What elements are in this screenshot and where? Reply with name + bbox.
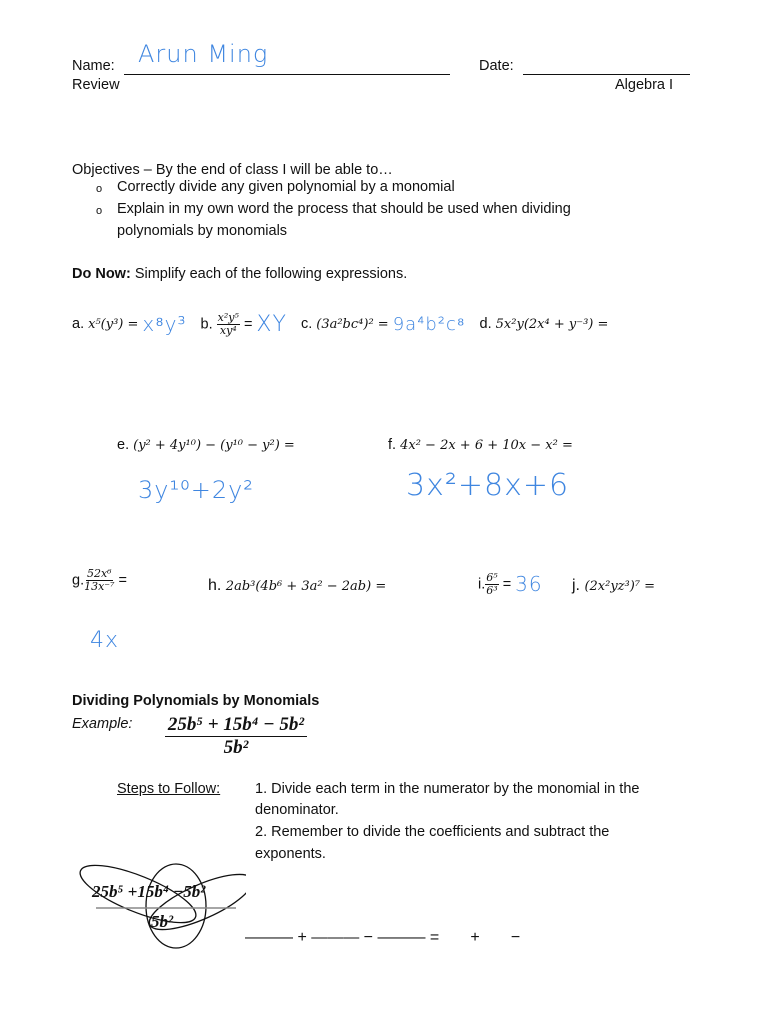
problem-f: f. 4x² − 2x + 6 + 10x − x² =	[388, 437, 573, 453]
bullet-icon: o	[96, 205, 103, 217]
course-label: Algebra I	[615, 77, 674, 93]
step-2-cont: exponents.	[255, 846, 326, 862]
steps-label: Steps to Follow:	[117, 781, 221, 797]
objective-1: Correctly divide any given polynomial by a monomial	[117, 179, 455, 195]
step-1: 1. Divide each term in the numerator by the monomial in the	[255, 781, 640, 797]
answer-a: x⁸y³	[142, 311, 187, 336]
problem-g: g. $\frac{\text{52x⁶}}{\text{13x⁻⁷}}$ =	[72, 567, 128, 593]
review-label: Review	[72, 77, 120, 93]
problem-j: j. (2x²yz³)⁷ =	[572, 577, 656, 594]
problem-e: e. (y² + 4y¹⁰) − (y¹⁰ − y²) =	[117, 437, 295, 453]
example-fraction: 25b⁵ + 15b⁴ − 5b² 5b²	[165, 714, 307, 759]
problem-a-group	[72, 312, 187, 337]
problem-row-1	[72, 306, 608, 342]
division-diagram	[76, 862, 246, 954]
problem-d: d. 5x²y(2x⁴ + y⁻³) =	[479, 316, 609, 332]
name-label: Name:	[72, 58, 115, 74]
problem-b-group	[201, 312, 287, 337]
problem-b: b. $\frac{\text{x²y⁵}}{\text{xy⁴}}$ =	[200, 310, 253, 337]
answer-e: 3y¹⁰+2y²	[138, 476, 254, 504]
answer-c: 9a⁴b²c⁸	[392, 313, 466, 335]
objective-2-cont: polynomials by monomials	[117, 223, 288, 239]
answer-i: 36	[515, 572, 543, 596]
problem-c-group	[301, 314, 466, 335]
problem-i-group	[478, 566, 543, 602]
do-now-label: Do Now:	[72, 266, 131, 282]
objectives-intro: Objectives – By the end of class I will be able to…	[72, 162, 393, 178]
date-label: Date:	[479, 58, 514, 74]
step-2: 2. Remember to divide the coefficients and subtract the	[255, 824, 610, 840]
answer-g: 4x	[90, 628, 120, 653]
diagram-numerator: 25b⁵ +15b⁴ −5b²	[92, 882, 206, 901]
do-now-text: Simplify each of the following expressions.	[130, 266, 408, 282]
name-line	[124, 74, 450, 75]
problem-c: c. (3a²bc⁴)² =	[300, 316, 389, 332]
example-label: Example:	[72, 716, 133, 732]
bullet-icon: o	[96, 183, 103, 195]
objective-2: Explain in my own word the process that should be used when dividing	[117, 201, 571, 217]
problem-i: i. $\frac{\text{6⁵}}{\text{6³}}$ =	[478, 570, 512, 597]
date-line[interactable]	[523, 74, 690, 75]
problem-h: h. 2ab³(4b⁶ + 3a² − 2ab) =	[208, 577, 387, 594]
answer-f: 3x²+8x+6	[406, 468, 570, 503]
problem-a: a. x⁵(y³) =	[72, 316, 139, 332]
step-1-cont: denominator.	[255, 802, 339, 818]
ellipses-icon	[76, 862, 246, 954]
answer-blanks[interactable]: ——— + ——— − ——— = + −	[245, 929, 521, 946]
diagram-denominator: 5b²	[151, 912, 174, 931]
name-value: Arun Ming	[138, 40, 269, 68]
do-now	[72, 266, 407, 282]
problem-d-group	[480, 316, 609, 332]
answer-b: XY	[256, 311, 287, 337]
section-title: Dividing Polynomials by Monomials	[72, 693, 320, 709]
